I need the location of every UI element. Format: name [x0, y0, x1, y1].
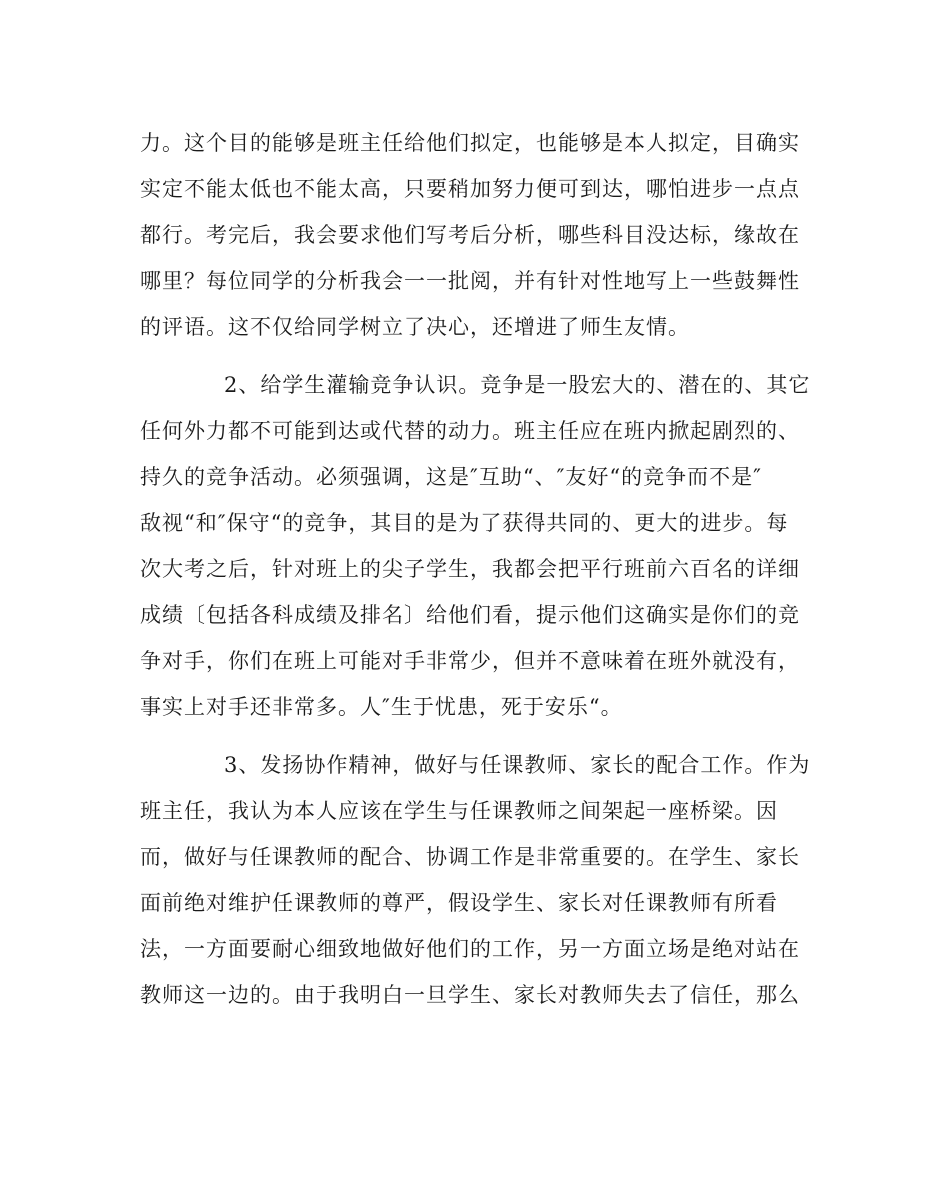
- paragraph-3: [140, 742, 820, 1018]
- text-line: 哪里？每位同学的分析我会一一批阅，并有针对性地写上一些鼓舞性: [140, 269, 800, 293]
- text-line: 敌视“和″保守“的竞争，其目的是为了获得共同的、更大的进步。每: [140, 511, 789, 535]
- body-text: [140, 120, 820, 1018]
- text-line: 法，一方面要耐心细致地做好他们的工作，另一方面立场是绝对站在: [140, 937, 800, 961]
- text-line: 持久的竞争活动。必须强调，这是″互助“、″友好“的竞争而不是″: [140, 465, 763, 489]
- paragraph-2: [140, 362, 820, 730]
- text-line: 的评语。这不仅给同学树立了决心，还增进了师生友情。: [140, 315, 690, 339]
- paragraph-spacer: [140, 350, 820, 362]
- text-line-indented: 3、发扬协作精神，做好与任课教师、家长的配合工作。作为: [224, 753, 811, 777]
- text-line: 实定不能太低也不能太高，只要稍加努力便可到达，哪怕进步一点点: [140, 177, 800, 201]
- text-line: 面前绝对维护任课教师的尊严，假设学生、家长对任课教师有所看: [140, 891, 778, 915]
- text-line-indented: 2、给学生灌输竞争认识。竞争是一股宏大的、潜在的、其它: [224, 373, 811, 397]
- text-line: 都行。考完后，我会要求他们写考后分析，哪些科目没达标，缘故在: [140, 223, 800, 247]
- text-line: 事实上对手还非常多。人″生于忧患，死于安乐“。: [140, 695, 623, 719]
- text-line: 班主任，我认为本人应该在学生与任课教师之间架起一座桥梁。因: [140, 799, 778, 823]
- text-line: 而，做好与任课教师的配合、协调工作是非常重要的。在学生、家长: [140, 845, 800, 869]
- paragraph-1: [140, 120, 820, 350]
- text-line: 成绩〔包括各科成绩及排名〕给他们看，提示他们这确实是你们的竞: [140, 603, 800, 627]
- paragraph-spacer: [140, 730, 820, 742]
- text-line: 次大考之后，针对班上的尖子学生，我都会把平行班前六百名的详细: [140, 557, 800, 581]
- text-line: 争对手，你们在班上可能对手非常少，但并不意味着在班外就没有，: [140, 649, 800, 673]
- text-line: 教师这一边的。由于我明白一旦学生、家长对教师失去了信任，那么: [140, 983, 800, 1007]
- text-line: 任何外力都不可能到达或代替的动力。班主任应在班内掀起剧烈的、: [140, 419, 800, 443]
- text-line: 力。这个目的能够是班主任给他们拟定，也能够是本人拟定，目确实: [140, 131, 800, 155]
